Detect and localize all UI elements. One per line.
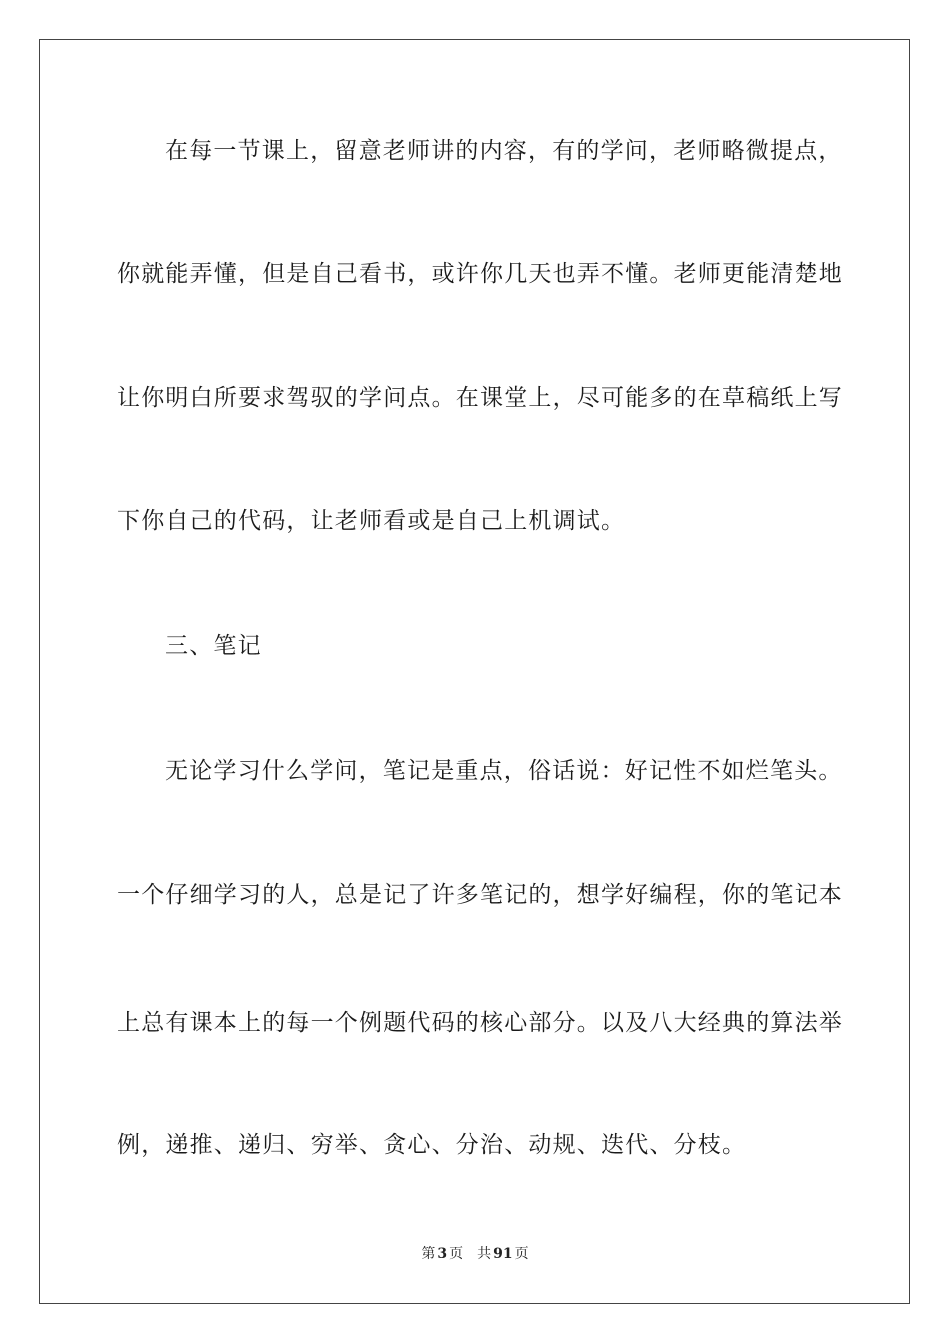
page-prefix: 第 [421, 1246, 436, 1262]
page-footer [0, 1245, 950, 1263]
paragraph-line-6: 一个仔细学习的人，总是记了许多笔记的，想学好编程，你的笔记本 [117, 882, 843, 908]
page-suffix: 页 [449, 1246, 464, 1262]
paragraph-line-8: 例，递推、递归、穷举、贪心、分治、动规、迭代、分枝。 [117, 1132, 747, 1158]
paragraph-line-2: 你就能弄懂，但是自己看书，或许你几天也弄不懂。老师更能清楚地 [117, 261, 843, 287]
paragraph-line-4: 下你自己的代码，让老师看或是自己上机调试。 [117, 508, 626, 534]
section-heading: 三、笔记 [165, 633, 262, 659]
paragraph-line-1: 在每一节课上，留意老师讲的内容，有的学问，老师略微提点， [165, 138, 843, 164]
total-pages: 91 [493, 1246, 513, 1262]
page-border [39, 39, 910, 1304]
paragraph-line-7: 上总有课本上的每一个例题代码的核心部分。以及八大经典的算法举 [117, 1010, 843, 1036]
total-prefix: 共 [477, 1246, 492, 1262]
paragraph-line-5: 无论学习什么学问，笔记是重点，俗话说：好记性不如烂笔头。 [165, 758, 843, 784]
total-suffix: 页 [514, 1246, 529, 1262]
paragraph-line-3: 让你明白所要求驾驭的学问点。在课堂上，尽可能多的在草稿纸上写 [117, 385, 843, 411]
page-number: 3 [437, 1246, 448, 1262]
